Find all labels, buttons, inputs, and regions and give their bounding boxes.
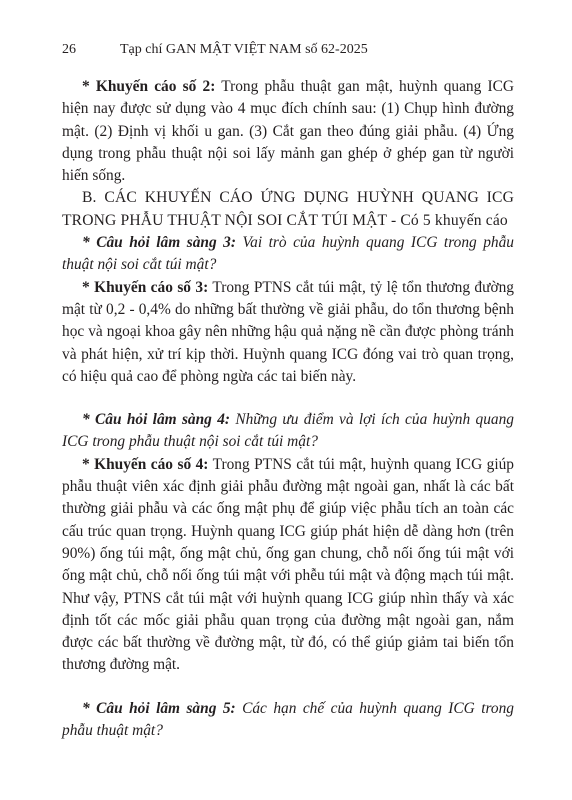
clinical-question-5-text: Các hạn chế của huỳnh quang ICG trong phẫu thuật mật? xyxy=(62,699,514,740)
page-body xyxy=(62,76,514,742)
recommendation-4 xyxy=(62,454,514,677)
clinical-question-4-text: Những ưu điểm và lợi ích của huỳnh quang ICG trong phẫu thuật nội soi cắt túi mật? xyxy=(62,411,514,451)
clinical-question-3-label: * Câu hỏi lâm sàng 3: xyxy=(82,234,236,252)
recommendation-2 xyxy=(62,76,514,187)
journal-title: Tạp chí GAN MẬT VIỆT NAM số 62-2025 xyxy=(120,42,368,57)
recommendation-3-label: * Khuyến cáo số 3: xyxy=(82,278,209,296)
clinical-question-4 xyxy=(62,409,514,454)
recommendation-3-text: Trong PTNS cắt túi mật, tỷ lệ tổn thương đường mật từ 0,2 - 0,4% do những bất thường về giải phẫu, do tổn thương bệnh học và ngoại khoa gây nên những hậu quả nặng nề cần được phòng tránh và phát hiện, xử trí kịp thời. Huỳnh quang ICG đóng vai trò quan trọng, có hiệu quả cao để phòng ngừa các tai biến này. xyxy=(62,278,514,385)
clinical-question-5-label: * Câu hỏi lâm sàng 5: xyxy=(82,699,236,717)
clinical-question-4-label: * Câu hỏi lâm sàng 4: xyxy=(82,411,231,429)
page-header xyxy=(62,41,522,58)
recommendation-2-text: Trong phẫu thuật gan mật, huỳnh quang ICG hiện nay được sử dụng vào 4 mục đích chính sau: (1) Chụp hình đường mật. (2) Định vị khối u gan. (3) Cắt gan theo đúng giải phẫu. (4) Ứng dụng trong phẫu thuật nội soi lấy mảnh gan ghép ở ghép gan từ người hiến sống. xyxy=(62,78,514,185)
page-number: 26 xyxy=(62,42,76,57)
recommendation-4-text: Trong PTNS cắt túi mật, huỳnh quang ICG giúp phẫu thuật viên xác định giải phẫu đường mật ngoài gan, nhất là các bất thường giải phẫu và các ống mật phụ để giúp việc phẫu tích an toàn các cấu trúc quan trọng. Huỳnh quang ICG giúp phát hiện dễ dàng hơn (trên 90%) ống túi mật, ống mật chủ, ống gan chung, chỗ nối ống túi mật với ống mật chủ, chỗ nối ống túi mật với phễu túi mật và động mạch túi mật. Như vậy, PTNS cắt túi mật với huỳnh quang ICG giúp nhìn thấy và xác định tốt các mốc giải phẫu quan trọng của đường mật ngoài gan, nắm được các bất thường về đường mật, từ đó, có thể giúp giảm tai biến tổn thương đường mật. xyxy=(62,455,514,674)
recommendation-4-label: * Khuyến cáo số 4: xyxy=(82,455,209,473)
clinical-question-3-text: Vai trò của huỳnh quang ICG trong phẫu thuật nội soi cắt túi mật? xyxy=(62,234,514,274)
recommendation-2-label: * Khuyến cáo số 2: xyxy=(82,78,216,95)
section-heading-b: B. CÁC KHUYẾN CÁO ỨNG DỤNG HUỲNH QUANG ICG TRONG PHẪU THUẬT NỘI SOI CẮT TÚI MẬT - Có 5 khuyến cáo xyxy=(62,189,514,229)
recommendation-3 xyxy=(62,277,514,388)
clinical-question-5 xyxy=(62,698,514,743)
clinical-question-3 xyxy=(62,232,514,277)
